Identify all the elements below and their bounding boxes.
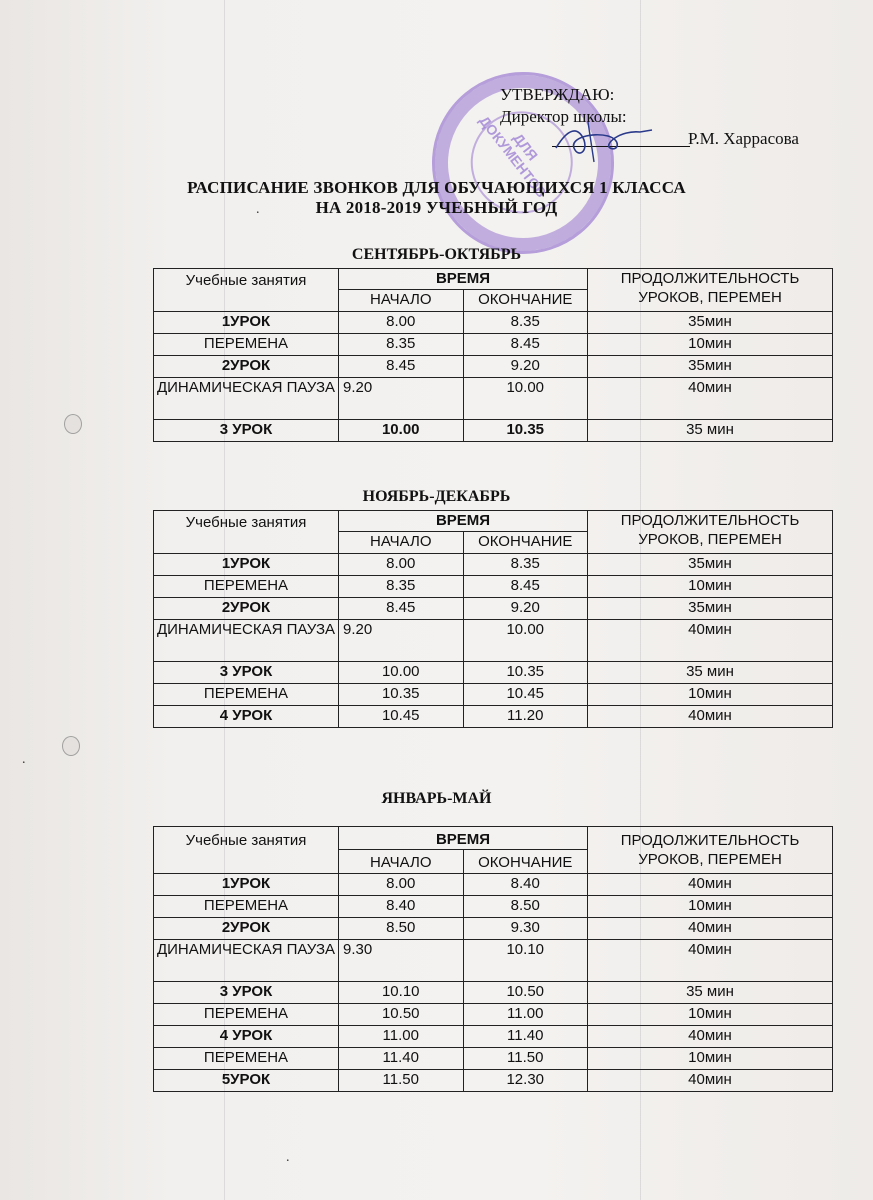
- row-duration: 40мин: [588, 1070, 833, 1092]
- row-end: 8.35: [463, 554, 588, 576]
- row-end: 12.30: [463, 1070, 588, 1092]
- row-name: 4 УРОК: [154, 706, 339, 728]
- row-name: ДИНАМИЧЕСКАЯ ПАУЗА: [154, 620, 339, 662]
- row-start: 10.35: [339, 684, 464, 706]
- row-name: ДИНАМИЧЕСКАЯ ПАУЗА: [154, 378, 339, 420]
- row-name: 4 УРОК: [154, 1026, 339, 1048]
- row-duration: 10мин: [588, 334, 833, 356]
- row-start: 8.45: [339, 356, 464, 378]
- stray-mark: .: [22, 752, 26, 767]
- row-duration: 35мин: [588, 598, 833, 620]
- row-name: ПЕРЕМЕНА: [154, 1048, 339, 1070]
- row-end: 8.45: [463, 334, 588, 356]
- row-end: 10.10: [463, 940, 588, 982]
- row-start: 10.00: [339, 662, 464, 684]
- stray-mark: .: [256, 202, 260, 217]
- schedule-table-jan-may: [153, 826, 833, 1092]
- row-start: 9.20: [339, 620, 464, 662]
- row-name: 3 УРОК: [154, 420, 339, 442]
- schedule-table-sep-oct: [153, 268, 833, 442]
- row-end: 9.20: [463, 356, 588, 378]
- row-duration: 35 мин: [588, 982, 833, 1004]
- row-name: 1УРОК: [154, 554, 339, 576]
- row-duration: 40мин: [588, 940, 833, 982]
- row-end: 10.45: [463, 684, 588, 706]
- row-start: 8.50: [339, 918, 464, 940]
- row-name: ПЕРЕМЕНА: [154, 334, 339, 356]
- row-name: 2УРОК: [154, 356, 339, 378]
- row-end: 8.50: [463, 896, 588, 918]
- row-start: 10.45: [339, 706, 464, 728]
- header-time: ВРЕМЯ: [339, 269, 588, 290]
- header-start: НАЧАЛО: [339, 290, 464, 312]
- row-duration: 10мин: [588, 1004, 833, 1026]
- row-start: 8.40: [339, 896, 464, 918]
- row-end: 10.00: [463, 378, 588, 420]
- punch-hole-icon: [62, 736, 80, 756]
- row-name: ДИНАМИЧЕСКАЯ ПАУЗА: [154, 940, 339, 982]
- row-end: 10.00: [463, 620, 588, 662]
- header-duration: ПРОДОЛЖИТЕЛЬНОСТЬ УРОКОВ, ПЕРЕМЕН: [588, 269, 833, 312]
- row-duration: 40мин: [588, 1026, 833, 1048]
- row-end: 11.20: [463, 706, 588, 728]
- row-start: 10.10: [339, 982, 464, 1004]
- row-duration: 40мин: [588, 620, 833, 662]
- row-name: ПЕРЕМЕНА: [154, 896, 339, 918]
- row-duration: 40мин: [588, 874, 833, 896]
- row-name: ПЕРЕМЕНА: [154, 684, 339, 706]
- seal-lettering: ДЛЯ ДОКУМЕНТОВ: [476, 112, 550, 201]
- row-start: 11.50: [339, 1070, 464, 1092]
- row-end: 10.35: [463, 662, 588, 684]
- row-end: 8.45: [463, 576, 588, 598]
- row-end: 11.00: [463, 1004, 588, 1026]
- row-end: 8.40: [463, 874, 588, 896]
- row-start: 8.00: [339, 312, 464, 334]
- row-duration: 35 мин: [588, 662, 833, 684]
- row-start: 10.50: [339, 1004, 464, 1026]
- header-end: ОКОНЧАНИЕ: [463, 850, 588, 874]
- row-duration: 40мин: [588, 918, 833, 940]
- row-name: 1УРОК: [154, 312, 339, 334]
- director-signature: [548, 118, 658, 168]
- row-start: 10.00: [339, 420, 464, 442]
- row-start: 8.45: [339, 598, 464, 620]
- row-duration: 10мин: [588, 1048, 833, 1070]
- header-start: НАЧАЛО: [339, 850, 464, 874]
- header-duration: ПРОДОЛЖИТЕЛЬНОСТЬ УРОКОВ, ПЕРЕМЕН: [588, 511, 833, 554]
- approval-director-name: Р.М. Харрасова: [688, 129, 799, 148]
- header-lessons: Учебные занятия: [154, 269, 339, 312]
- schedule-table-nov-dec: [153, 510, 833, 728]
- header-lessons: Учебные занятия: [154, 827, 339, 874]
- stray-mark: .: [286, 1150, 290, 1165]
- row-duration: 40мин: [588, 706, 833, 728]
- header-lessons: Учебные занятия: [154, 511, 339, 554]
- row-end: 8.35: [463, 312, 588, 334]
- row-name: 5УРОК: [154, 1070, 339, 1092]
- header-time: ВРЕМЯ: [339, 511, 588, 532]
- header-end: ОКОНЧАНИЕ: [463, 532, 588, 554]
- row-end: 10.50: [463, 982, 588, 1004]
- row-end: 10.35: [463, 420, 588, 442]
- section-title: ЯНВАРЬ-МАЙ: [381, 790, 492, 807]
- row-end: 11.40: [463, 1026, 588, 1048]
- punch-hole-icon: [64, 414, 82, 434]
- header-start: НАЧАЛО: [339, 532, 464, 554]
- row-duration: 35мин: [588, 554, 833, 576]
- row-start: 9.20: [339, 378, 464, 420]
- row-start: 9.30: [339, 940, 464, 982]
- row-start: 8.35: [339, 576, 464, 598]
- header-time: ВРЕМЯ: [339, 827, 588, 850]
- row-start: 8.35: [339, 334, 464, 356]
- section-title: СЕНТЯБРЬ-ОКТЯБРЬ: [351, 246, 522, 263]
- approval-position: Директор школы:: [500, 107, 627, 126]
- row-name: 3 УРОК: [154, 982, 339, 1004]
- row-name: 3 УРОК: [154, 662, 339, 684]
- row-duration: 10мин: [588, 576, 833, 598]
- row-duration: 35 мин: [588, 420, 833, 442]
- row-duration: 40мин: [588, 378, 833, 420]
- row-duration: 10мин: [588, 684, 833, 706]
- row-start: 11.40: [339, 1048, 464, 1070]
- section-title: НОЯБРЬ-ДЕКАБРЬ: [362, 488, 511, 505]
- header-end: ОКОНЧАНИЕ: [463, 290, 588, 312]
- row-end: 11.50: [463, 1048, 588, 1070]
- row-duration: 10мин: [588, 896, 833, 918]
- row-duration: 35мин: [588, 312, 833, 334]
- document-title-line1: РАСПИСАНИЕ ЗВОНКОВ ДЛЯ ОБУЧАЮЩИХСЯ 1 КЛАССА: [187, 178, 686, 197]
- row-start: 8.00: [339, 554, 464, 576]
- document-title-line2: НА 2018-2019 УЧЕБНЫЙ ГОД: [315, 198, 558, 217]
- header-duration: ПРОДОЛЖИТЕЛЬНОСТЬ УРОКОВ, ПЕРЕМЕН: [588, 827, 833, 874]
- row-end: 9.30: [463, 918, 588, 940]
- row-name: 2УРОК: [154, 598, 339, 620]
- row-duration: 35мин: [588, 356, 833, 378]
- approval-heading: УТВЕРЖДАЮ:: [500, 85, 615, 104]
- row-start: 11.00: [339, 1026, 464, 1048]
- row-name: 1УРОК: [154, 874, 339, 896]
- row-name: ПЕРЕМЕНА: [154, 576, 339, 598]
- row-name: ПЕРЕМЕНА: [154, 1004, 339, 1026]
- row-start: 8.00: [339, 874, 464, 896]
- row-end: 9.20: [463, 598, 588, 620]
- row-name: 2УРОК: [154, 918, 339, 940]
